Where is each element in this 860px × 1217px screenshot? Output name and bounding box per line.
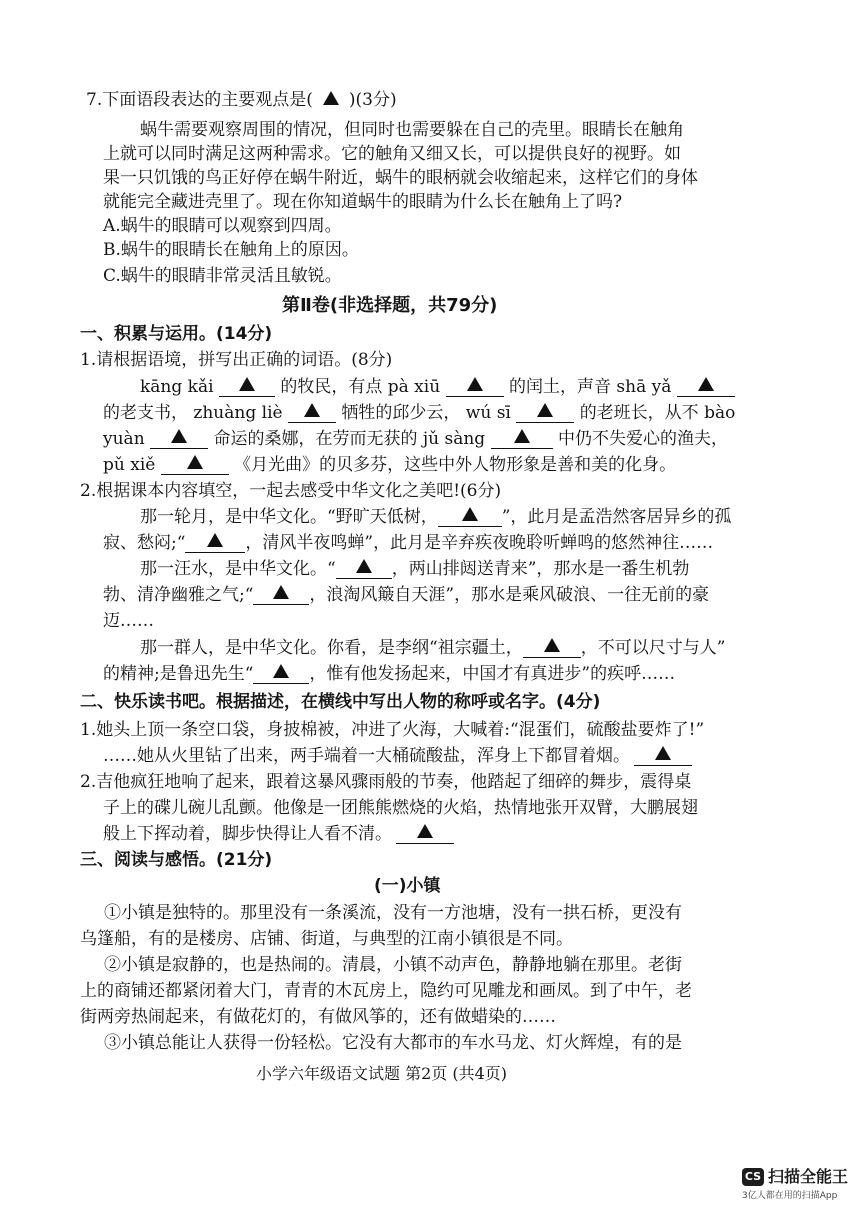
- section2-title: 二、快乐读书吧。根据描述，在横线中写出人物的称呼或名字。(4分): [80, 692, 601, 712]
- sec2-q2-line: 2.吉他疯狂地响了起来，跟着这暴风骤雨般的节奏，他踏起了细碎的舞步，震得桌: [80, 772, 692, 792]
- sec1-q2-line: 勃、清净幽雅之气;“ ，浪淘风簸自天涯”，那水是乘风破浪、一往无前的豪: [103, 585, 710, 605]
- blank-triangle-icon: [239, 377, 255, 391]
- blank-triangle-icon: [467, 377, 483, 391]
- q7-passage-line: 上就可以同时满足这两种需求。它的触角又细又长，可以提供良好的视野。如: [103, 144, 681, 164]
- blank-triangle-icon: [537, 403, 553, 417]
- reading-paragraph-line: ②小镇是寂静的，也是热闹的。清晨，小镇不动声色，静静地躺在那里。老街: [104, 955, 682, 975]
- sec2-q1-line: ……她从火里钻了出来，两手端着一大桶硫酸盐，浑身上下都冒着烟。: [103, 742, 692, 770]
- sec2-q1-line: 1.她头上顶一条空口袋，身披棉被，冲进了火海，大喊着:“混蛋们，硫酸盐要炸了!”: [80, 720, 705, 740]
- blank-triangle-icon: [323, 91, 339, 105]
- answer-blank[interactable]: [446, 376, 504, 397]
- blank-triangle-icon: [187, 455, 203, 469]
- sec1-q2-line: 那一群人，是中华文化。你看，是李纲“祖宗疆土， ，不可以尺寸与人”: [140, 638, 726, 658]
- answer-blank[interactable]: [288, 402, 336, 423]
- answer-blank[interactable]: [161, 454, 229, 475]
- page-footer: 小学六年级语文试题 第2页 (共4页): [256, 1064, 508, 1083]
- answer-blank[interactable]: [336, 558, 392, 579]
- blank-triangle-icon: [655, 746, 671, 760]
- answer-blank[interactable]: [516, 402, 574, 423]
- answer-blank[interactable]: [219, 376, 275, 397]
- sec1-q1-line: pǔ xiě 《月光曲》的贝多芬，这些中外人物形象是善和美的化身。: [103, 455, 677, 475]
- blank-triangle-icon: [273, 664, 289, 678]
- watermark-brand: 扫描全能王: [768, 1167, 849, 1186]
- reading-paragraph-line: ③小镇总能让人获得一份轻松。它没有大都市的车水马龙、灯火辉煌，有的是: [104, 1033, 682, 1053]
- reading-paragraph-line: 街两旁热闹起来，有做花灯的，有做风筝的，还有做蜡染的……: [80, 1007, 556, 1027]
- camscanner-logo-icon: CS: [742, 1168, 764, 1186]
- blank-triangle-icon: [273, 585, 289, 599]
- answer-blank[interactable]: [634, 745, 692, 766]
- q7-option-c: C.蜗牛的眼睛非常灵活且敏锐。: [103, 266, 342, 286]
- q7-passage-line: 蜗牛需要观察周围的情况，但同时也需要躲在自己的壳里。眼睛长在触角: [140, 120, 684, 140]
- blank-triangle-icon: [544, 638, 560, 652]
- blank-triangle-icon: [698, 377, 714, 391]
- q7-passage-line: 就能完全藏进壳里了。现在你知道蜗牛的眼睛为什么长在触角上了吗?: [103, 192, 623, 212]
- sec1-q2-stem: 2.根据课本内容填空，一起去感受中华文化之美吧!(6分): [80, 481, 502, 501]
- answer-blank[interactable]: [253, 584, 309, 605]
- blank-triangle-icon: [417, 824, 433, 838]
- blank-triangle-icon: [462, 507, 478, 521]
- blank-triangle-icon: [514, 429, 530, 443]
- q7-option-a: A.蜗牛的眼睛可以观察到四周。: [103, 216, 342, 236]
- reading-subtitle: (一)小镇: [374, 876, 441, 896]
- sec1-q1-stem: 1.请根据语境，拼写出正确的词语。(8分): [80, 350, 393, 370]
- sec1-q2-line: 寂、愁闷;“ ，清风半夜鸣蝉”，此月是辛弃疾夜晚聆听蝉鸣的悠然神往……: [103, 533, 714, 553]
- sec2-q2-line: 子上的碟儿碗儿乱颤。他像是一团熊熊燃烧的火焰，热情地张开双臂，大鹏展翅: [103, 798, 698, 818]
- blank-triangle-icon: [304, 403, 320, 417]
- watermark-slogan: 3亿人都在用的扫描App: [742, 1191, 838, 1201]
- sec1-q2-line: 那一汪水，是中华文化。“ ，两山排闼送青来”，那水是一番生机勃: [140, 559, 690, 579]
- reading-paragraph-line: ①小镇是独特的。那里没有一条溪流，没有一方池塘，没有一拱石桥，更没有: [104, 903, 682, 923]
- answer-blank[interactable]: [523, 637, 581, 658]
- answer-blank[interactable]: [150, 428, 208, 449]
- q7-stem: 7.下面语段表达的主要观点是( )(3分): [86, 90, 397, 110]
- section1-title: 一、积累与运用。(14分): [80, 324, 273, 344]
- section3-title: 三、阅读与感悟。(21分): [80, 850, 273, 870]
- sec1-q1-line: yuàn 命运的桑娜，在劳而无获的 jǔ sàng 中仍不失爱心的渔夫，: [103, 429, 728, 449]
- part2-title: 第Ⅱ卷(非选择题，共79分): [282, 295, 498, 316]
- sec2-q2-line: 般上下挥动着，脚步快得让人看不清。: [103, 820, 454, 848]
- blank-triangle-icon: [356, 559, 372, 573]
- q7-option-b: B.蜗牛的眼睛长在触角上的原因。: [103, 240, 359, 260]
- answer-blank[interactable]: [253, 663, 309, 684]
- answer-blank[interactable]: [491, 428, 553, 449]
- answer-blank[interactable]: [185, 532, 245, 553]
- sec1-q1-line: kāng kǎi 的牧民，有点 pà xiū 的闰土，声音 shā yǎ: [140, 373, 735, 401]
- sec1-q1-line: 的老支书， zhuàng liè 牺牲的邱少云， wú sī 的老班长，从不 bào: [103, 403, 736, 423]
- sec1-q2-line: 那一轮月，是中华文化。“野旷天低树， ”，此月是孟浩然客居异乡的孤: [140, 507, 732, 527]
- blank-triangle-icon: [207, 533, 223, 547]
- reading-paragraph-line: 上的商铺还都紧闭着大门，青青的木瓦房上，隐约可见雕龙和画凤。到了中午，老: [80, 981, 692, 1001]
- sec1-q2-line: 的精神;是鲁迅先生“ ，惟有他发扬起来，中国才有真进步”的疾呼……: [103, 664, 676, 684]
- answer-blank[interactable]: [677, 376, 735, 397]
- blank-triangle-icon: [171, 429, 187, 443]
- sec1-q2-line: 迈……: [103, 611, 154, 631]
- reading-paragraph-line: 乌篷船，有的是楼房、店铺、街道，与典型的江南小镇很是不同。: [80, 929, 573, 949]
- answer-blank[interactable]: [438, 506, 502, 527]
- answer-blank[interactable]: [396, 823, 454, 844]
- q7-passage-line: 果一只饥饿的鸟正好停在蜗牛附近，蜗牛的眼柄就会收缩起来，这样它们的身体: [103, 168, 698, 188]
